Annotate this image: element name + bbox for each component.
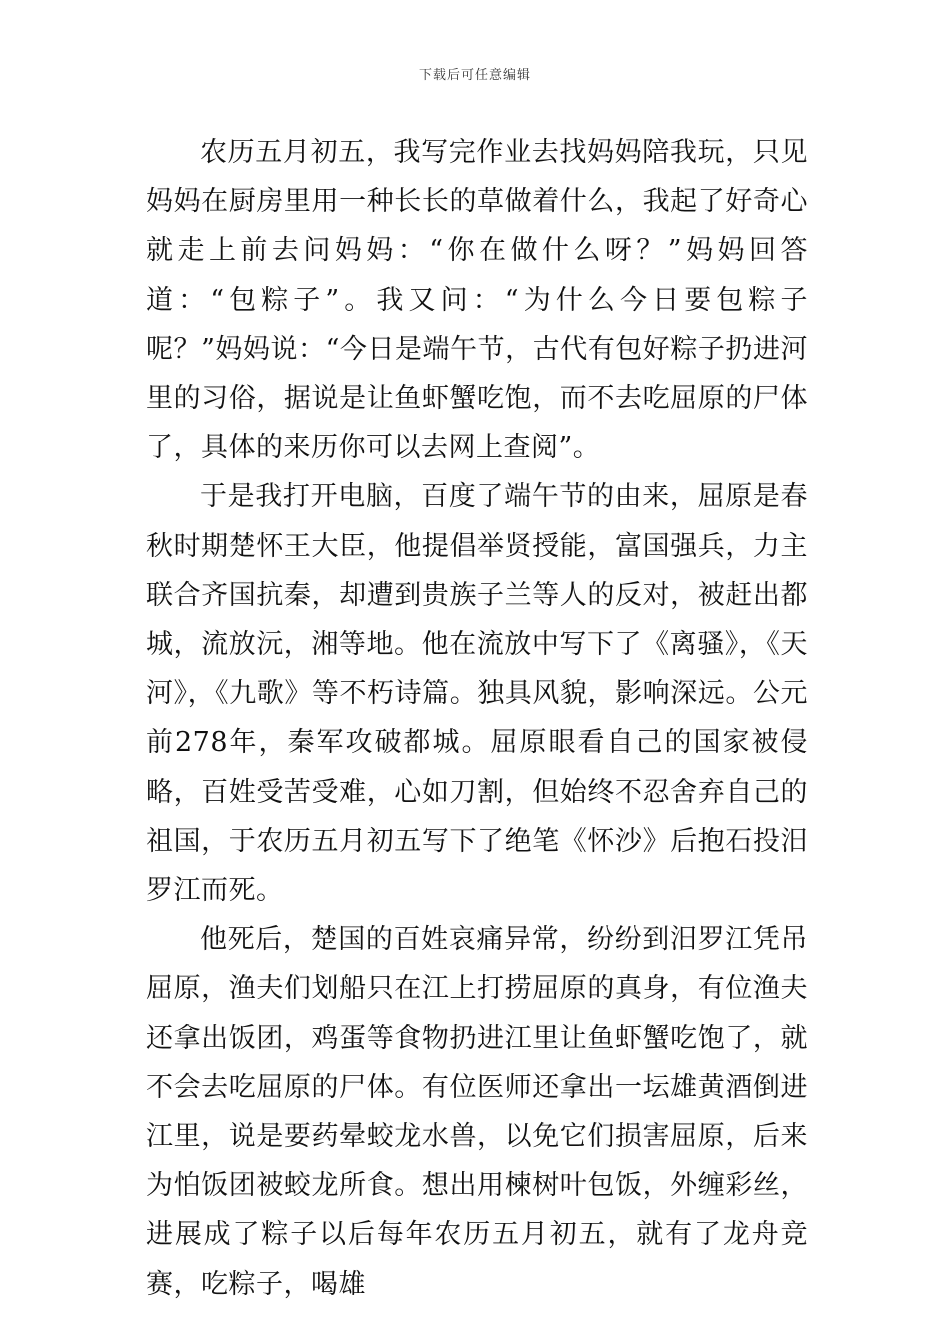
document-body <box>146 128 808 1309</box>
paragraph-3: 他死后，楚国的百姓哀痛异常，纷纷到汨罗江凭吊屈原，渔夫们划船只在江上打捞屈原的真身，有位渔夫还拿出饭团，鸡蛋等食物扔进江里让鱼虾蟹吃饱了，就不会去吃屈原的尸体。有位医师还拿出一坛雄黄酒倒进江里，说是要药晕蛟龙水兽，以免它们损害屈原，后来为怕饭团被蛟龙所食。想出用楝树叶包饭，外缠彩丝，进展成了粽子以后每年农历五月初五，就有了龙舟竞赛，吃粽子，喝雄 <box>146 924 808 1300</box>
page-header: 下载后可任意编辑 <box>418 68 531 83</box>
paragraph-1: 农历五月初五，我写完作业去找妈妈陪我玩，只见妈妈在厨房里用一种长长的草做着什么，我起了好奇心就走上前去问妈妈：“你在做什么呀？”妈妈回答道：“包粽子”。我又问：“为什么今日要包粽子呢？”妈妈说：“今日是端午节，古代有包好粽子扔进河里的习俗，据说是让鱼虾蟹吃饱，而不去吃屈原的尸体了，具体的来历你可以去网上查阅”。 <box>146 137 808 464</box>
paragraph-2: 于是我打开电脑，百度了端午节的由来，屈原是春秋时期楚怀王大臣，他提倡举贤授能，富国强兵，力主联合齐国抗秦，却遭到贵族子兰等人的反对，被赶出都城，流放沅，湘等地。他在流放中写下了《离骚》，《天河》，《九歌》等不朽诗篇。独具风貌，影响深远。公元前278年，秦军攻破都城。屈原眼看自己的国家被侵略，百姓受苦受难，心如刀割，但始终不忍舍弃自己的祖国，于农历五月初五写下了绝笔《怀沙》后抱石投汨罗江而死。 <box>146 481 808 907</box>
